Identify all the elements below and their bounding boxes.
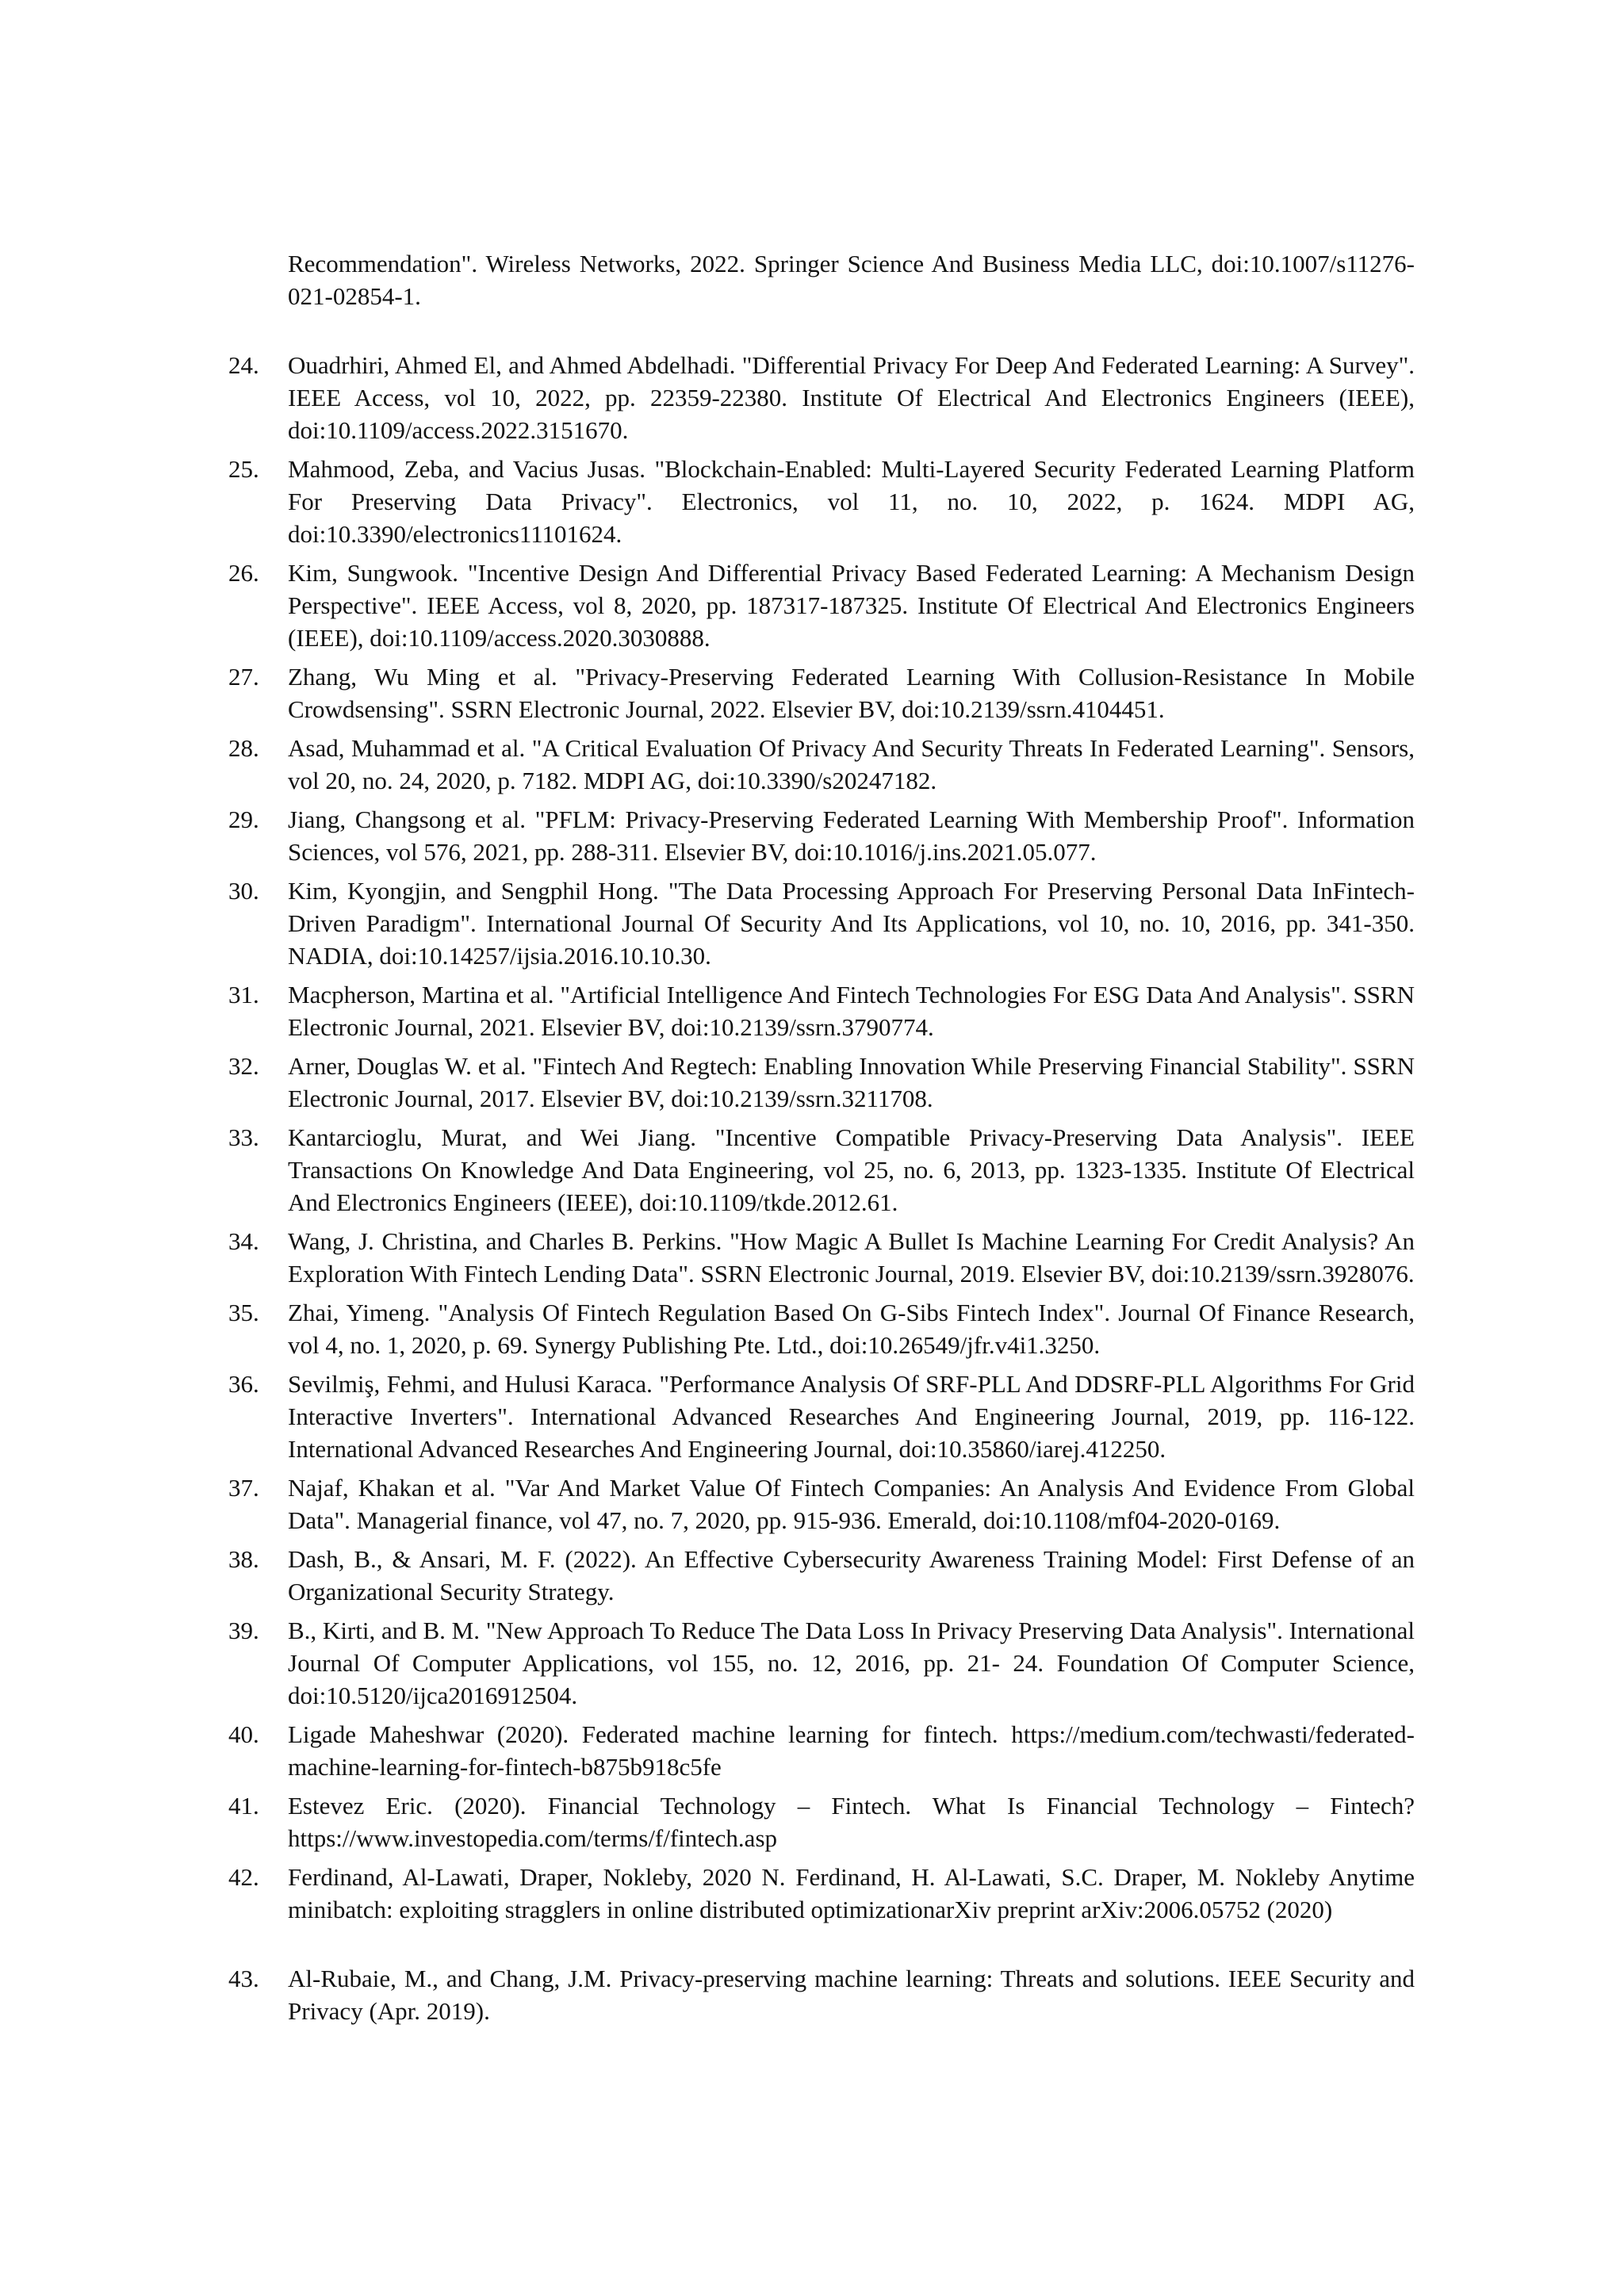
reference-text: Jiang, Changsong et al. "PFLM: Privacy-Preserving Federated Learning With Membership Proof". Information Sciences, vol 576, 2021, pp. 288-311. Elsevier BV, doi:10.1016/j.ins.2021.05.077. (288, 806, 1415, 866)
reference-number: 30. (228, 877, 259, 905)
reference-number: 43. (228, 1965, 259, 1992)
reference-item (228, 453, 1415, 550)
reference-item (228, 1471, 1415, 1536)
reference-text: Estevez Eric. (2020). Financial Technology – Fintech. What Is Financial Technology – Fintech? https://www.investopedia.com/terms/f/fintech.asp (288, 1792, 1415, 1852)
reference-text: Dash, B., & Ansari, M. F. (2022). An Effective Cybersecurity Awareness Training Model: First Defense of an Organizational Security Strategy. (288, 1545, 1415, 1605)
reference-item (228, 660, 1415, 725)
reference-item (228, 1962, 1415, 2027)
reference-number: 42. (228, 1863, 259, 1891)
reference-number: 25. (228, 455, 259, 483)
reference-text: Mahmood, Zeba, and Vacius Jusas. "Blockchain-Enabled: Multi-Layered Security Federated Learning Platform For Preserving Data Privacy". Electronics, vol 11, no. 10, 2022, p. 1624. MDPI AG, doi:10.3390/electronics11101624. (288, 455, 1415, 548)
reference-number: 29. (228, 806, 259, 833)
reference-number: 32. (228, 1052, 259, 1080)
reference-item (228, 1296, 1415, 1361)
reference-number: 26. (228, 559, 259, 587)
reference-item (228, 1789, 1415, 1854)
reference-text: Wang, J. Christina, and Charles B. Perkins. "How Magic A Bullet Is Machine Learning For Credit Analysis? An Exploration With Fintech Lending Data". SSRN Electronic Journal, 2019. Elsevier BV, doi:10.2139/ssrn.3928076. (288, 1227, 1415, 1288)
reference-number: 37. (228, 1474, 259, 1502)
reference-text: Al-Rubaie, M., and Chang, J.M. Privacy-preserving machine learning: Threats and solutions. IEEE Security and Privacy (Apr. 2019). (288, 1965, 1415, 2025)
reference-text: Ligade Maheshwar (2020). Federated machine learning for fintech. https://medium.com/techwasti/federated-machine-learning-for-fintech-b875b918c5fe (288, 1720, 1415, 1781)
reference-item (228, 732, 1415, 797)
reference-text: Najaf, Khakan et al. "Var And Market Value Of Fintech Companies: An Analysis And Evidence From Global Data". Managerial finance, vol 47, no. 7, 2020, pp. 915-936. Emerald, doi:10.1108/mf04-2020-0169. (288, 1474, 1415, 1534)
reference-number: 35. (228, 1299, 259, 1326)
reference-number: 40. (228, 1720, 259, 1748)
reference-item (228, 978, 1415, 1043)
reference-number: 39. (228, 1617, 259, 1644)
reference-text: Sevilmiş, Fehmi, and Hulusi Karaca. "Performance Analysis Of SRF-PLL And DDSRF-PLL Algorithms For Grid Interactive Inverters". International Advanced Researches And Engineering Journal, 2019, pp. 116-122. International Advanced Researches And Engineering Journal, doi:10.35860/iarej.412250. (288, 1370, 1415, 1463)
reference-item (228, 557, 1415, 654)
references-list (228, 247, 1415, 2034)
reference-number: 34. (228, 1227, 259, 1255)
reference-item (228, 1861, 1415, 1926)
reference-item (228, 1050, 1415, 1115)
reference-text: Macpherson, Martina et al. "Artificial Intelligence And Fintech Technologies For ESG Data And Analysis". SSRN Electronic Journal, 2021. Elsevier BV, doi:10.2139/ssrn.3790774. (288, 981, 1415, 1041)
reference-text: Asad, Muhammad et al. "A Critical Evaluation Of Privacy And Security Threats In Federated Learning". Sensors, vol 20, no. 24, 2020, p. 7182. MDPI AG, doi:10.3390/s20247182. (288, 734, 1415, 794)
reference-item (228, 1368, 1415, 1465)
reference-item (228, 1121, 1415, 1219)
reference-number: 41. (228, 1792, 259, 1820)
reference-number: 24. (228, 351, 259, 379)
reference-number: 33. (228, 1123, 259, 1151)
reference-continuation (228, 247, 1415, 312)
reference-text: Zhai, Yimeng. "Analysis Of Fintech Regulation Based On G-Sibs Fintech Index". Journal Of Finance Research, vol 4, no. 1, 2020, p. 69. Synergy Publishing Pte. Ltd., doi:10.26549/jfr.v4i1.3250. (288, 1299, 1415, 1359)
reference-text: Arner, Douglas W. et al. "Fintech And Regtech: Enabling Innovation While Preserving Financial Stability". SSRN Electronic Journal, 2017. Elsevier BV, doi:10.2139/ssrn.3211708. (288, 1052, 1415, 1112)
reference-text: B., Kirti, and B. M. "New Approach To Reduce The Data Loss In Privacy Preserving Data Analysis". International Journal Of Computer Applications, vol 155, no. 12, 2016, pp. 21- 24. Foundation Of Computer Science, doi:10.5120/ijca2016912504. (288, 1617, 1415, 1709)
reference-number: 38. (228, 1545, 259, 1573)
reference-text: Kim, Sungwook. "Incentive Design And Differential Privacy Based Federated Learning: A Mechanism Design Perspective". IEEE Access, vol 8, 2020, pp. 187317-187325. Institute Of Electrical And Electronics Engineers (IEEE), doi:10.1109/access.2020.3030888. (288, 559, 1415, 652)
reference-item (228, 1718, 1415, 1783)
reference-text: Kantarcioglu, Murat, and Wei Jiang. "Incentive Compatible Privacy-Preserving Data Analysis". IEEE Transactions On Knowledge And Data Engineering, vol 25, no. 6, 2013, pp. 1323-1335. Institute Of Electrical And Electronics Engineers (IEEE), doi:10.1109/tkde.2012.61. (288, 1123, 1415, 1216)
reference-item (228, 1614, 1415, 1712)
reference-number: 27. (228, 663, 259, 691)
reference-item (228, 874, 1415, 972)
reference-item (228, 1225, 1415, 1290)
reference-item (228, 803, 1415, 868)
reference-item (228, 1543, 1415, 1608)
reference-text: Ferdinand, Al-Lawati, Draper, Nokleby, 2020 N. Ferdinand, H. Al-Lawati, S.C. Draper, M. Nokleby Anytime minibatch: exploiting stragglers in online distributed optimizationarXiv preprint arXiv:2006.05752 (2020) (288, 1863, 1415, 1923)
reference-number: 28. (228, 734, 259, 762)
reference-text: Ouadrhiri, Ahmed El, and Ahmed Abdelhadi. "Differential Privacy For Deep And Federated Learning: A Survey". IEEE Access, vol 10, 2022, pp. 22359-22380. Institute Of Electrical And Electronics Engineers (IEEE), doi:10.1109/access.2022.3151670. (288, 351, 1415, 444)
reference-text: Kim, Kyongjin, and Sengphil Hong. "The Data Processing Approach For Preserving Personal Data InFintech-Driven Paradigm". International Journal Of Security And Its Applications, vol 10, no. 10, 2016, pp. 341-350. NADIA, doi:10.14257/ijsia.2016.10.10.30. (288, 877, 1415, 970)
reference-text: Recommendation". Wireless Networks, 2022. Springer Science And Business Media LLC, doi:10.1007/s11276-021-02854-1. (288, 250, 1415, 310)
reference-text: Zhang, Wu Ming et al. "Privacy-Preserving Federated Learning With Collusion-Resistance In Mobile Crowdsensing". SSRN Electronic Journal, 2022. Elsevier BV, doi:10.2139/ssrn.4104451. (288, 663, 1415, 723)
reference-number: 36. (228, 1370, 259, 1398)
reference-item (228, 349, 1415, 446)
reference-number: 31. (228, 981, 259, 1008)
